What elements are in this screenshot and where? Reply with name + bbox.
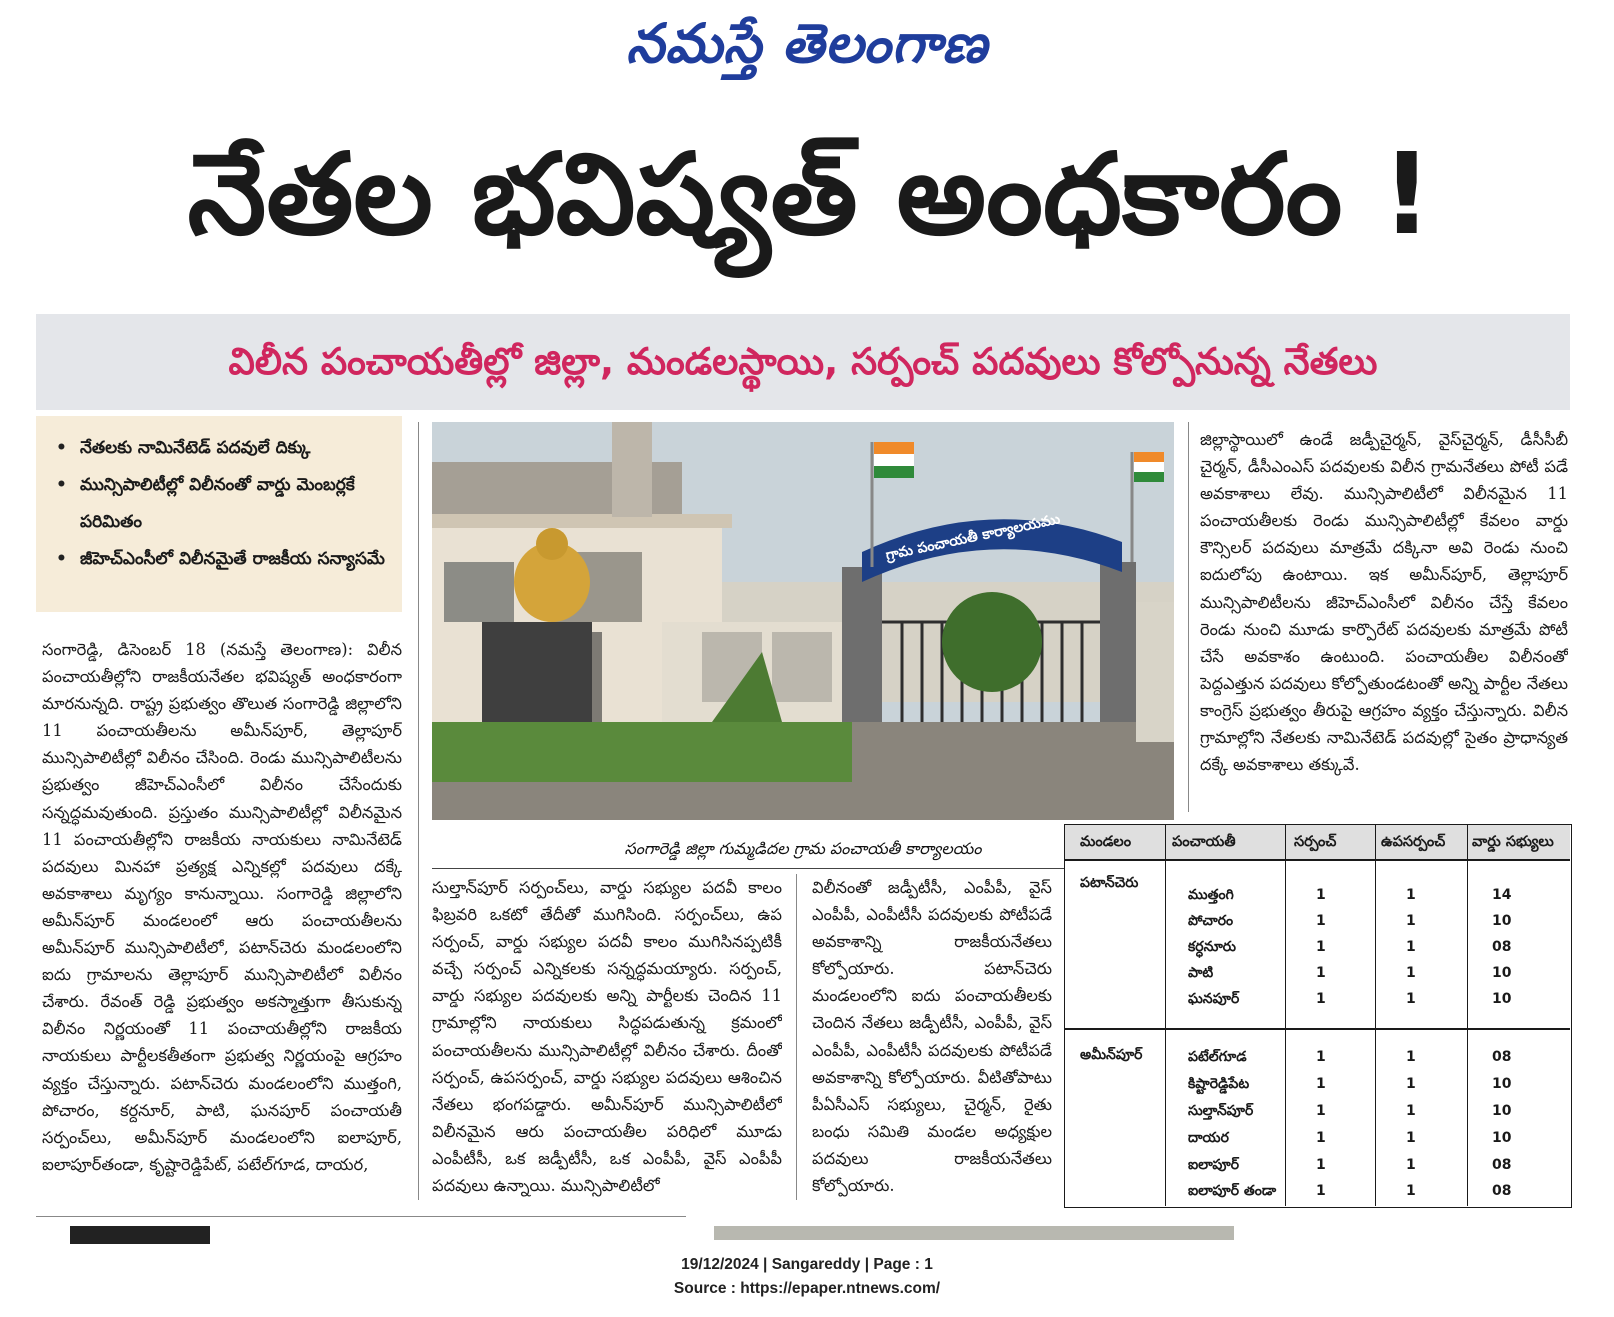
- highlight-item: • మున్సిపాలిటీల్లో విలీనంతో వార్డు మెంబర్లకే పరిమితం: [52, 467, 398, 541]
- table-cell: 1: [1316, 1103, 1326, 1119]
- table-rule: [1065, 859, 1570, 861]
- bottom-rule: [36, 1216, 686, 1217]
- table-cell: 1: [1316, 965, 1326, 981]
- arch-sign-text: గ్రామ పంచాయతీ కార్యాలయము: [884, 511, 1062, 564]
- table-cell: 1: [1406, 965, 1416, 981]
- table-cell: 1: [1406, 1049, 1416, 1065]
- article-column-3: విలీనంతో జడ్పీటీసీ, ఎంపీపీ, వైస్ ఎంపీపీ, ఎంపీటీసీ పదవులకు పోటీపడే అవకాశాన్ని రాజకీయనేతలు కోల్పోయారు. పటాన్‌చెరు మండలంలోని ఐదు పంచాయతీలకు చెందిన నేతలు జడ్పీటీసీ, ఎంపీపీ, వైస్ ఎంపీపీ, ఎంపీటీసీ పదవులకు పోటీపడే అవకాశాన్ని కోల్పోయారు. వీటితోపాటు పీఏసీఎస్ సభ్యులు, చైర్మన్, రైతు బంధు సమితి మండల అధ్యక్షుల పదవులు రాజకీయనేతలు కోల్పోయారు.: [812, 878, 1052, 1196]
- table-cell: 08: [1492, 1183, 1512, 1199]
- table-cell: 1: [1316, 1049, 1326, 1065]
- highlights-list: [52, 430, 398, 578]
- table-cell: ఐలాపూర్: [1188, 1157, 1240, 1173]
- table-cell: పటేల్‌గూడ: [1188, 1049, 1247, 1065]
- table-cell: ఘనపూర్: [1188, 991, 1240, 1007]
- table-col-rule: [1375, 825, 1376, 1206]
- table-cell: సుల్తాన్‌పూర్: [1188, 1103, 1254, 1119]
- table-cell: 10: [1492, 965, 1512, 981]
- table-cell: 1: [1406, 1157, 1416, 1173]
- table-header-cell: పంచాయతీ: [1172, 834, 1236, 850]
- table-cell: 1: [1406, 991, 1416, 1007]
- table-cell: 1: [1406, 887, 1416, 903]
- table-group-rule: [1065, 1028, 1570, 1030]
- table-cell: 1: [1316, 991, 1326, 1007]
- table-cell: 1: [1316, 913, 1326, 929]
- table-mandal-cell: పటాన్‌చెరు: [1080, 875, 1139, 891]
- table-cell: 1: [1406, 1103, 1416, 1119]
- table-cell: 10: [1492, 1076, 1512, 1092]
- table-cell: 1: [1406, 913, 1416, 929]
- headline: నేతల భవిష్యత్ అంధకారం !: [187, 130, 1433, 260]
- table-cell: ముత్తంగి: [1188, 887, 1234, 903]
- table-cell: 1: [1316, 939, 1326, 955]
- table-cell: 1: [1316, 1130, 1326, 1146]
- footer-page-info: 19/12/2024 | Sangareddy | Page : 1: [681, 1256, 933, 1273]
- news-photo: [432, 422, 1174, 820]
- table-cell: 10: [1492, 1130, 1512, 1146]
- table-cell: పాటి: [1188, 965, 1214, 981]
- table-cell: పోచారం: [1188, 913, 1234, 929]
- table-cell: కర్ధనూరు: [1188, 939, 1236, 955]
- subheadline: విలీన పంచాయతీల్లో జిల్లా, మండలస్థాయి, సర్పంచ్ పదవులు కోల్పోనున్న నేతలు: [228, 340, 1378, 383]
- article-column-4: జిల్లాస్థాయిలో ఉండే జడ్పీచైర్మన్, వైస్‌చైర్మన్, డీసీసీబీ చైర్మన్, డీసీఎంఎస్ పదవులకు విలీన గ్రామనేతలు పోటీ పడే అవకాశాలు లేవు. మున్సిపాలిటీలో విలీనమైన 11 పంచాయతీలకు రెండు మున్సిపాలిటీల్లో కేవలం వార్డు కౌన్సిలర్ పదవులు మాత్రమే దక్కినా అవి రెండు నుంచి ఐదులోపు ఉంటాయి. ఇక అమీన్‌పూర్, తెల్లాపూర్ మున్సిపాలిటీలను జీహెచ్ఎంసీలో విలీనం చేస్తే కేవలం రెండు నుంచి మూడు కార్పొరేట్ పదవులకు మాత్రమే పోటీ చేసే అవకాశం ఉంటుంది. పంచాయతీల విలీనంతో పెద్దఎత్తున పదవులు కోల్పోతుండటంతో అన్ని పార్టీల నేతలు కాంగ్రెస్ ప్రభుత్వం తీరుపై ఆగ్రహం వ్యక్తం చేస్తున్నారు. విలీన గ్రామాల్లోని నేతలకు నామినేటెడ్ పదవుల్లో సైతం ప్రాధాన్యత దక్కే అవకాశాలు తక్కువే.: [1200, 430, 1568, 775]
- table-cell: 1: [1316, 1183, 1326, 1199]
- next-article-strip: [70, 1226, 210, 1244]
- article-column-2: సుల్తాన్‌పూర్ సర్పంచ్‌లు, వార్డు సభ్యుల పదవీ కాలం ఫిబ్రవరి ఒకటో తేదీతో ముగిసింది. సర్పంచ్‌లు, ఉప సర్పంచ్, వార్డు సభ్యుల పదవీ కాలం ముగిసినప్పటికీ వచ్చే సర్పంచ్ ఎన్నికలకు సన్నద్ధమయ్యారు. సర్పంచ్, వార్డు సభ్యుల పదవులకు అన్ని పార్టీలకు చెందిన 11 గ్రామాల్లోని నాయకులు సిద్ధపడుతున్న క్రమంలో పంచాయతీలను మున్సిపాలిటీల్లో విలీనం చేశారు. దీంతో సర్పంచ్, ఉపసర్పంచ్, వార్డు సభ్యుల పదవులు ఆశించిన నేతలు భంగపడ్డారు. అమీన్‌పూర్ మున్సిపాలిటీలో విలీనమైన ఆరు పంచాయతీల పరిధిలో మూడు ఎంపీటీసీ, ఒక జడ్పీటీసీ, ఒక ఎంపీపీ, వైస్ ఎంపీపీ పదవులు ఉన్నాయి. మున్సిపాలిటీలో: [432, 878, 782, 1196]
- table-header-cell: సర్పంచ్: [1294, 834, 1337, 850]
- masthead-logo: నమస్తే తెలంగాణ: [626, 11, 988, 75]
- table-cell: ఐలాపూర్ తండా: [1188, 1183, 1277, 1199]
- table-cell: 1: [1316, 1076, 1326, 1092]
- table-header-cell: మండలం: [1080, 834, 1132, 850]
- table-cell: 1: [1316, 887, 1326, 903]
- article-column-1: సంగారెడ్డి, డిసెంబర్ 18 (నమస్తే తెలంగాణ): విలీన పంచాయతీల్లోని రాజకీయనేతల భవిష్యత్ అంధకారంగా మారనున్నది. రాష్ట్ర ప్రభుత్వం తొలుత సంగారెడ్డి జిల్లాలోని 11 పంచాయతీలను అమీన్‌పూర్, తెల్లాపూర్ మున్సిపాలిటీల్లో విలీనం చేసింది. రెండు మున్సిపాలిటీలను ప్రభుత్వం జీహెచ్ఎంసీలో విలీనం చేసేందుకు సన్నద్ధమవుతుంది. ప్రస్తుతం మున్సిపాలిటీల్లో విలీనమైన 11 పంచాయతీల్లోని రాజకీయ నాయకులు నామినేటెడ్ పదవులు మినహా ప్రత్యక్ష ఎన్నికల్లో పదవులు దక్కే అవకాశాలు మృగ్యం కానున్నాయి. సంగారెడ్డి జిల్లాలోని అమీన్‌పూర్ మండలంలో ఆరు పంచాయతీలను అమీన్‌పూర్ మున్సిపాలిటీలో, పటాన్‌చెరు మండలంలోని ఐదు గ్రామాలను తెల్లాపూర్ మున్సిపాలిటీలో విలీనం చేశారు. రేవంత్ రెడ్డి ప్రభుత్వం అకస్మాత్తుగా తీసుకున్న విలీనం నిర్ణయంతో 11 పంచాయతీల్లోని రాజకీయ నాయకులు పార్టీలకతీతంగా ప్రభుత్వ నిర్ణయంపై ఆగ్రహం వ్యక్తం చేస్తున్నారు. పటాన్‌చెరు మండలంలోని ముత్తంగి, పోచారం, కర్దనూర్, పాటి, ఘనపూర్ పంచాయతీ సర్పంచ్‌లు, అమీన్‌పూర్ మండలంలోని ఐలాపూర్, ఐలాపూర్‌తండా, కృష్టారెడ్డిపేట్, పటేల్‌గూడ, దాయర,: [42, 640, 402, 1174]
- table-cell: 08: [1492, 1157, 1512, 1173]
- column-divider: [1188, 422, 1189, 812]
- highlight-item: • నేతలకు నామినేటెడ్ పదవులే దిక్కు: [52, 430, 398, 467]
- column-divider: [796, 874, 797, 1200]
- table-col-rule: [1165, 825, 1166, 1206]
- table-header-cell: వార్డు సభ్యులు: [1472, 834, 1554, 850]
- table-cell: 14: [1492, 887, 1512, 903]
- next-photo-strip: [714, 1226, 1234, 1240]
- highlight-item: • జీహెచ్ఎంసీలో విలీనమైతే రాజకీయ సన్యాసమే: [52, 541, 398, 578]
- table-cell: 1: [1406, 1076, 1416, 1092]
- table-cell: 1: [1406, 1130, 1416, 1146]
- table-cell: 1: [1316, 1157, 1326, 1173]
- table-cell: 10: [1492, 1103, 1512, 1119]
- table-cell: 08: [1492, 939, 1512, 955]
- column-divider: [418, 422, 419, 1200]
- table-mandal-cell: అమీన్‌పూర్: [1080, 1047, 1143, 1063]
- table-cell: 1: [1406, 939, 1416, 955]
- table-cell: 10: [1492, 913, 1512, 929]
- table-cell: 1: [1406, 1183, 1416, 1199]
- table-col-rule: [1467, 825, 1468, 1206]
- caption-rule: [432, 868, 1174, 869]
- table-cell: 10: [1492, 991, 1512, 1007]
- photo-caption: సంగారెడ్డి జిల్లా గుమ్మడిదల గ్రామ పంచాయతీ కార్యాలయం: [624, 839, 982, 858]
- table-cell: దాయర: [1188, 1130, 1229, 1146]
- footer-source: Source : https://epaper.ntnews.com/: [673, 1280, 941, 1297]
- table-cell: 08: [1492, 1049, 1512, 1065]
- data-table: [1064, 824, 1572, 1208]
- table-header-cell: ఉపసర్పంచ్: [1381, 834, 1446, 850]
- table-cell: కిష్టారెడ్డిపేట: [1188, 1076, 1250, 1092]
- table-col-rule: [1285, 825, 1286, 1206]
